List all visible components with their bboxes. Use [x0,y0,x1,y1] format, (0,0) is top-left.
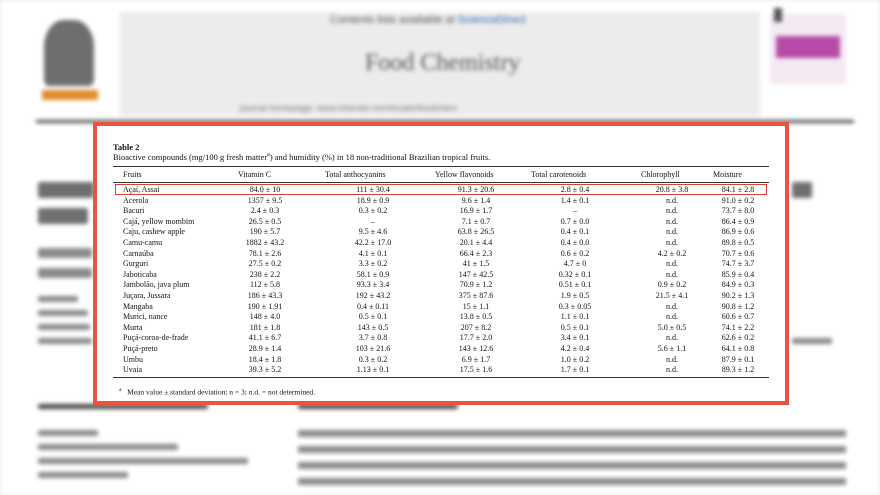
cell-moisture: 84.9 ± 0.3 [721,280,755,290]
cell-anthocyanins: 93.3 ± 3.4 [356,280,390,290]
header-rule [113,182,769,183]
cell-vitamin-c: 190 ± 1.91 [247,301,283,311]
cell-vitamin-c: 181 ± 1.8 [249,322,281,332]
abstract-line [298,478,846,485]
history-line [38,444,178,450]
cell-flavonoids: 7.1 ± 0.7 [461,216,491,226]
cell-carotenoids: 1.4 ± 0.1 [560,195,590,205]
cell-chlorophyll: 0.9 ± 0.2 [657,280,687,290]
cell-flavonoids: 16.9 ± 1.7 [459,206,493,216]
cell-vitamin-c: 238 ± 2.2 [249,269,281,279]
cell-flavonoids: 375 ± 87.6 [458,290,494,300]
table-row [113,270,769,281]
affiliation-line [38,324,90,330]
cell-vitamin-c: 27.5 ± 0.2 [248,259,282,269]
cell-chlorophyll: n.d. [666,365,678,375]
abstract-line [298,430,846,437]
cell-vitamin-c: 186 ± 43.3 [247,290,283,300]
cell-anthocyanins: 0.3 ± 0.2 [358,206,388,216]
cell-vitamin-c: 84.0 ± 10 [249,185,281,194]
affiliation-line [38,338,92,344]
table-label: Table 2 [113,142,140,152]
cell-fruit: Juçara, Jussara [123,290,171,300]
cell-vitamin-c: 78.1 ± 2.6 [248,248,282,258]
cell-chlorophyll: n.d. [666,227,678,237]
journal-cover-thumbnail [770,14,846,84]
cell-vitamin-c: 26.5 ± 0.5 [248,216,282,226]
cell-moisture: 89.3 ± 1.2 [721,365,755,375]
cell-fruit: Gurguri [123,259,149,269]
table-row [113,333,769,344]
cell-carotenoids: – [573,206,577,216]
cell-fruit: Carnaúba [123,248,154,258]
cell-chlorophyll: n.d. [666,301,678,311]
cell-carotenoids: 2.8 ± 0.4 [560,185,590,194]
cell-fruit: Jaboticaba [123,269,157,279]
table-header-row [113,169,769,181]
cell-moisture: 70.7 ± 0.6 [721,248,755,258]
cell-flavonoids: 70.9 ± 1.2 [459,280,493,290]
cell-vitamin-c: 1882 ± 43.2 [245,237,285,247]
author-line [38,268,92,278]
table-row [113,312,769,323]
cell-moisture: 86.4 ± 0.9 [721,216,755,226]
cell-anthocyanins: 0.4 ± 0.11 [356,301,390,311]
table-footnote: $^a$ Mean value ± standard deviation; n = 3; n.d. = not determined. [119,387,316,397]
cell-chlorophyll: n.d. [666,206,678,216]
cell-moisture: 91.0 ± 0.2 [721,195,755,205]
cell-anthocyanins: 58.1 ± 0.9 [356,269,390,279]
cell-fruit: Puçá-coroa-de-frade [123,333,189,343]
cell-fruit: Puçá-preto [123,343,158,353]
article-title-fragment [38,208,88,224]
cell-chlorophyll: n.d. [666,237,678,247]
history-line [38,430,98,436]
table-row [113,302,769,313]
cell-flavonoids: 143 ± 12.6 [458,343,494,353]
cell-carotenoids: 0.5 ± 0.1 [560,322,590,332]
cell-anthocyanins: 111 ± 30.4 [356,185,390,194]
cell-chlorophyll: n.d. [666,333,678,343]
cell-fruit: Uvaia [123,365,143,375]
cell-chlorophyll: n.d. [666,216,678,226]
header-total-anthocyanins: Total anthocyanins [325,170,386,179]
cell-flavonoids: 41 ± 1.5 [462,259,490,269]
cell-moisture: 90.8 ± 1.2 [721,301,755,311]
header-vitamin-c: Vitamin C [238,170,272,179]
table-body [113,185,769,376]
table-panel [93,122,789,405]
cell-vitamin-c: 112 ± 5.8 [249,280,281,290]
cell-flavonoids: 63.8 ± 26.5 [457,227,495,237]
cell-anthocyanins: 3.3 ± 0.2 [358,259,388,269]
cell-flavonoids: 17.7 ± 2.0 [459,333,493,343]
table-row [113,280,769,291]
cell-fruit: Umbu [123,354,143,364]
cell-flavonoids: 15 ± 1.1 [462,301,490,311]
availability-line: Contents lists available at ScienceDirect [330,14,526,26]
cell-fruit: Murta [123,322,143,332]
cell-fruit: Jambolão, java plum [123,280,190,290]
cell-moisture: 74.7 ± 3.7 [721,259,755,269]
cell-anthocyanins: 143 ± 0.5 [357,322,389,332]
cell-vitamin-c: 28.9 ± 1.4 [248,343,282,353]
table-row [113,249,769,260]
history-line [38,458,248,464]
cell-moisture: 90.2 ± 1.3 [721,290,755,300]
cell-anthocyanins: 192 ± 43.2 [355,290,391,300]
header-chlorophyll: Chlorophyll [641,170,680,179]
cell-chlorophyll: 5.0 ± 0.5 [657,322,687,332]
cell-chlorophyll: n.d. [666,195,678,205]
cell-moisture: 64.1 ± 0.8 [721,343,755,353]
cell-fruit: Açaí, Assai [123,185,160,194]
cell-moisture: 89.8 ± 0.5 [721,237,755,247]
cell-anthocyanins: 0.3 ± 0.2 [358,354,388,364]
cell-chlorophyll: 21.5 ± 4.1 [655,290,689,300]
cell-flavonoids: 207 ± 8.2 [460,322,492,332]
cell-vitamin-c: 18.4 ± 1.8 [248,354,282,364]
cell-vitamin-c: 190 ± 5.7 [249,227,281,237]
cell-moisture: 62.6 ± 0.2 [721,333,755,343]
table-top-rule [113,166,769,167]
cell-moisture: 74.1 ± 2.2 [721,322,755,332]
header-moisture: Moisture [713,170,742,179]
journal-title: Food Chemistry [365,50,521,76]
table-row [113,355,769,366]
header-total-carotenoids: Total carotenoids [531,170,587,179]
cell-fruit: Murici, nance [123,312,168,322]
cell-moisture: 60.6 ± 0.7 [721,312,755,322]
cell-anthocyanins: 42.2 ± 17.0 [354,237,392,247]
cell-carotenoids: 4.7 ± 0 [563,259,587,269]
cell-chlorophyll: n.d. [666,269,678,279]
cell-moisture: 85.9 ± 0.4 [721,269,755,279]
cell-carotenoids: 0.4 ± 0.0 [560,237,590,247]
publisher-logo [38,12,100,108]
cell-chlorophyll: n.d. [666,259,678,269]
cell-carotenoids: 0.6 ± 0.2 [560,248,590,258]
cell-chlorophyll: n.d. [666,354,678,364]
cell-fruit: Acerola [123,195,149,205]
cell-vitamin-c: 148 ± 4.0 [249,312,281,322]
cell-anthocyanins: 103 ± 21.6 [355,343,391,353]
cell-flavonoids: 9.6 ± 1.4 [461,195,491,205]
cell-carotenoids: 0.32 ± 0.1 [558,269,592,279]
cell-anthocyanins: 0.5 ± 0.1 [358,312,388,322]
article-title-fragment [38,182,94,198]
header-fruits: Fruits [123,170,142,179]
cell-carotenoids: 1.0 ± 0.2 [560,354,590,364]
cell-vitamin-c: 2.4 ± 0.3 [250,206,280,216]
cell-fruit: Cajá, yellow mombim [123,216,195,226]
table-row [113,365,769,376]
table-row [113,185,769,196]
cell-fruit: Caju, cashew apple [123,227,185,237]
table-row [113,291,769,302]
cell-flavonoids: 13.8 ± 0.5 [459,312,493,322]
article-title-fragment [792,182,812,198]
cell-vitamin-c: 1357 ± 9.5 [247,195,283,205]
cell-carotenoids: 1.9 ± 0.5 [560,290,590,300]
table-row [113,206,769,217]
cell-vitamin-c: 41.1 ± 6.7 [248,333,282,343]
table-bottom-rule [113,377,769,378]
affiliation-line [792,338,832,344]
cell-carotenoids: 0.7 ± 0.0 [560,216,590,226]
cell-flavonoids: 6.9 ± 1.7 [461,354,491,364]
cell-carotenoids: 1.1 ± 0.1 [560,312,590,322]
cell-chlorophyll: n.d. [666,312,678,322]
cell-chlorophyll: 20.8 ± 3.8 [655,185,689,194]
cell-moisture: 73.7 ± 8.0 [721,206,755,216]
cell-flavonoids: 20.1 ± 4.4 [459,237,493,247]
cell-chlorophyll: 5.6 ± 1.1 [657,343,687,353]
cell-flavonoids: 66.4 ± 2.3 [459,248,493,258]
cell-carotenoids: 3.4 ± 0.1 [560,333,590,343]
table-row [113,238,769,249]
header-yellow-flavonoids: Yellow flavonoids [435,170,494,179]
cell-anthocyanins: 9.5 ± 4.6 [358,227,388,237]
cell-flavonoids: 17.5 ± 1.6 [459,365,493,375]
journal-homepage[interactable]: journal homepage: www.elsevier.com/locate/foodchem [240,103,458,113]
cell-anthocyanins: 3.7 ± 0.8 [358,333,388,343]
affiliation-line [38,296,78,302]
cell-carotenoids: 1.7 ± 0.1 [560,365,590,375]
affiliation-line [38,310,88,316]
cell-carotenoids: 0.3 ± 0.05 [558,301,592,311]
cell-flavonoids: 91.3 ± 20.6 [457,185,495,194]
cell-fruit: Camu-camu [123,237,163,247]
cell-moisture: 86.9 ± 0.6 [721,227,755,237]
cell-fruit: Mangaba [123,301,153,311]
table-row [113,227,769,238]
table-row [113,196,769,207]
cell-flavonoids: 147 ± 42.5 [458,269,494,279]
history-line [38,472,128,478]
cell-vitamin-c: 39.3 ± 5.2 [248,365,282,375]
cell-anthocyanins: – [371,216,375,226]
table-row [113,217,769,228]
sciencedirect-link[interactable]: ScienceDirect [457,14,526,26]
cell-anthocyanins: 1.13 ± 0.1 [356,365,390,375]
abstract-line [298,446,846,453]
table-caption: Bioactive compounds (mg/100 g fresh matter$^a$) and humidity (%) in 18 non-traditional Brazilian tropical fruits. [113,152,491,162]
cell-carotenoids: 0.4 ± 0.1 [560,227,590,237]
table-row [113,323,769,334]
table-row [113,344,769,355]
cell-carotenoids: 4.2 ± 0.4 [560,343,590,353]
cell-anthocyanins: 4.1 ± 0.1 [358,248,388,258]
cell-chlorophyll: 4.2 ± 0.2 [657,248,687,258]
abstract-line [298,462,846,469]
cell-anthocyanins: 18.9 ± 0.9 [356,195,390,205]
cell-carotenoids: 0.51 ± 0.1 [558,280,592,290]
cell-moisture: 87.9 ± 0.1 [721,354,755,364]
cell-moisture: 84.1 ± 2.8 [721,185,755,194]
author-line [38,248,92,258]
cell-fruit: Bacuri [123,206,145,216]
table-row [113,259,769,270]
